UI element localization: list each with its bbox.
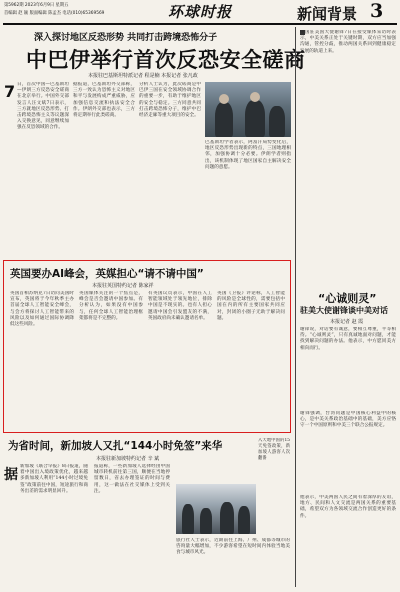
ai-story-paragraph: 英国《卫报》评论称，人工智能的风险是全球性的，需要包括中国在内的所有主要国家共同应对，封闭的小圈子无助于解决问题。 <box>217 291 285 321</box>
top-story-paragraph: 日，首次中国—巴基斯坦—伊朗三方反恐安全磋商在北京举行。中国外交部发言人汪文斌7日表示，三方就地区反恐形势、打击跨境恐怖主义等议题深入交换意见，同意继续加强在反恐领域的合作。 <box>17 82 69 131</box>
top-story-paragraph: 分析人士认为，此次磋商是中巴伊三国在安全领域协调合作的重要一步，有助于维护地区的安全与稳定。三方同意共同打击跨境恐怖分子，维护中巴经济走廊等重大项目的安全。 <box>139 82 201 119</box>
photo-figure <box>245 100 265 137</box>
column-title: “心诚则灵” <box>318 292 377 305</box>
page-number: 3 <box>370 0 384 22</box>
visa-sidebar-note: 入天地中国的15天免签政策，新加坡人游客人次翻番 <box>258 438 290 461</box>
top-story-kicker: 深入探讨地区反恐形势 共同打击跨境恐怖分子 <box>34 33 218 43</box>
ai-story-paragraph: 英国媒体关注的一个焦点是，峰会是否会邀请中国参加。有分析认为，如果没有中国参与，任何全球人工智能治理框架都将是不完整的。 <box>79 291 143 321</box>
visa-story-headline: 为省时间，新加坡人又扎“144小时免签”来华 <box>8 440 223 452</box>
photo-figure <box>182 504 194 534</box>
visa-story-byline: 本报驻新加坡特约记者 辛 斌 <box>96 456 160 462</box>
photo-figure <box>220 502 234 534</box>
ai-story-paragraph: 有英国议员表示，中国在人工智能领域处于领先地位，排除中国是不现实的。也有人担心邀请中国会引发盟友的不满，英国政府尚未确认邀请名单。 <box>148 291 212 321</box>
column-paragraph: 谢锋说，对话要有诚意，要相互尊重，平等相待。“心诚则灵”，只有真诚地面对问题，才能找到解决问题的办法。他表示，中方愿同美方相向而行。 <box>300 327 396 351</box>
ai-story-headline: 英国要办AI峰会，英媒担心“请不请中国” <box>10 268 204 280</box>
top-story-lead-char: 7 <box>4 82 16 101</box>
news-photo <box>205 82 291 137</box>
top-story-headline: 中巴伊举行首次反恐安全磋商 <box>26 48 306 72</box>
photo-figure <box>215 102 233 137</box>
top-story-paragraph: 巴基斯坦学者表示，阿富汗局势变化后，地区反恐形势出现新的特点，三国地理相邻，加强协调十分必要。伊朗学者则指出，该机制体现了地区国家自主解决安全问题的意愿。 <box>205 140 291 170</box>
staff-line: 首编辑 赵 颖 版面编辑 陈孟杰 电话(010)65369569 <box>4 11 105 16</box>
top-story-byline: 本报驻巴基斯坦特派记者 程是楠 本报记者 张凡政 <box>88 73 198 79</box>
visa-story-lead-char: 据 <box>4 467 18 483</box>
masthead-rule <box>3 23 397 25</box>
photo-figure <box>200 508 212 534</box>
photo-figure-head <box>250 92 260 102</box>
photo-figure-head <box>219 94 229 104</box>
paper-logo: 环球时报 <box>168 3 233 21</box>
visa-story-paragraph: 新加坡《联合早报》8日报道，随着中国出入境政策优化，越来越多新加坡人利用“144小时过境免签”政策前往中国，短途旅行和商务出差的需求明显回升。 <box>20 464 88 494</box>
column-byline: 本报记者 赵 霞 <box>330 319 364 325</box>
ai-story-byline: 本报驻英国特约记者 陈家祥 <box>92 283 154 289</box>
ai-story-paragraph: 英国首相苏纳克7日访问美国时宣布，英国将于今年秋季主办首届全球人工智能安全峰会，与会方将探讨人工智能带来的风险以及如何通过国际协调降低这些风险。 <box>10 291 74 328</box>
visa-story-paragraph: 报道称，一些新加坡人选择经由中国城市转机前往第三国，顺便在当地停留数日，省去办理签证的时间与费用，这一做法在社交媒体上受到关注。 <box>94 464 170 494</box>
column-paragraph: 他表示，中美两国人民之间有着深厚的友谊，地方、民间和人文交流是两国关系的重要基础，希望双方为各领域交流合作创造更好的条件。 <box>300 495 396 519</box>
street-photo <box>176 484 256 534</box>
photo-figure <box>269 106 285 137</box>
column-paragraph: 谢锋强调，台湾问题是中国核心利益中的核心，是中美关系政治基础中的基础，美方应恪守一个中国原则和中美三个联合公报规定。 <box>300 411 396 429</box>
column-paragraph: 中国驻美国大使谢锋7日在接受媒体采访时表示，中美关系正处于关键时期，双方应当加强沟通，管控分歧，推动两国关系回到健康稳定发展的轨道上来。 <box>300 30 396 54</box>
section-title: 新闻背景 <box>297 5 358 23</box>
visa-story-paragraph: 旅行社人士表示，近期前往上海、广州、成都等城市的咨询量大幅增加，不少游客希望在短时间内体验当地美食与城市风光。 <box>176 538 290 556</box>
photo-figure <box>238 506 250 534</box>
edition-line: 第5962期 2023年6月9日 星期五 <box>4 3 69 8</box>
column-subtitle: 驻美大使谢锋谈中美对话 <box>300 306 388 315</box>
column-divider <box>295 27 296 587</box>
top-story-paragraph: 据报道，巴基斯坦外交部称，三方一致认为恐怖主义对地区和平与发展构成严重威胁，应加强信息交流和执法安全合作。伊朗外交部也表示，三方将定期举行此类磋商。 <box>73 82 135 119</box>
